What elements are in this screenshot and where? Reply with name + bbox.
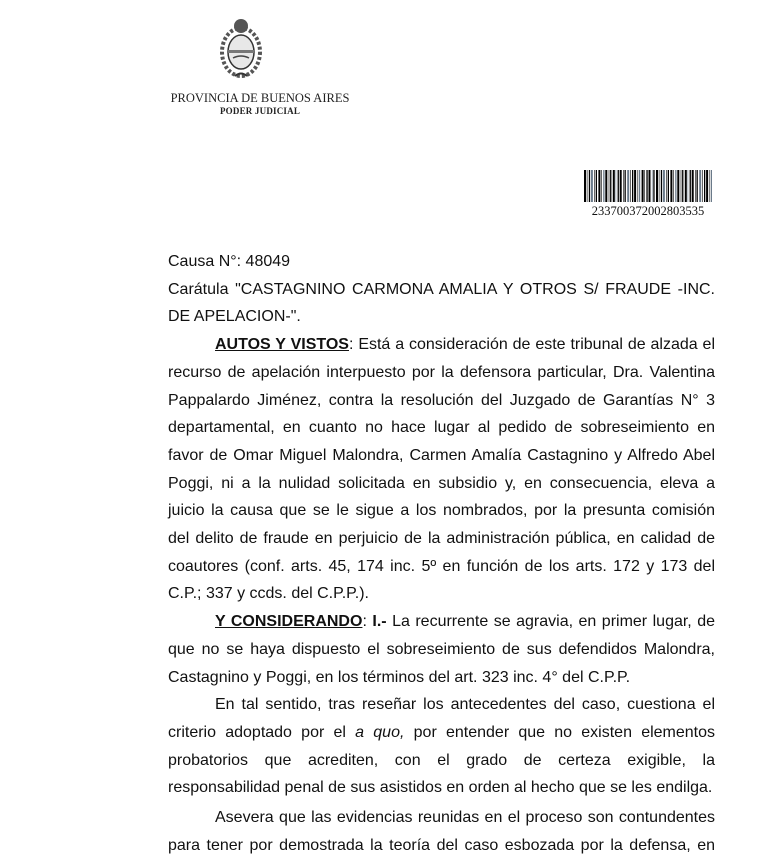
barcode-bar	[690, 170, 691, 202]
barcode-bar	[596, 170, 597, 202]
barcode-bar	[589, 170, 590, 202]
barcode-bar	[649, 170, 651, 202]
barcode-bar	[609, 170, 610, 202]
department-name: PODER JUDICIAL	[219, 106, 301, 116]
barcode-bar	[704, 170, 705, 202]
barcode-bar	[675, 170, 676, 202]
text-line: del delito de fraude en perjuicio de la administración pública, en calidad de	[168, 530, 715, 548]
text-line: que no se haya dispuesto el sobreseimiento de sus defendidos Malondra,	[168, 640, 715, 658]
text-line: departamental, en cuanto no hace lugar al pedido de sobreseimiento en	[168, 419, 715, 437]
text-line: En tal sentido, tras reseñar los antecedentes del caso, cuestiona el	[215, 696, 715, 714]
barcode-bar	[644, 170, 645, 202]
barcode-bar	[710, 170, 711, 202]
barcode-bar	[653, 170, 654, 202]
barcode-bar	[594, 170, 595, 202]
barcode-bar	[642, 170, 644, 202]
barcode-bar	[623, 170, 624, 202]
barcode-bar	[634, 170, 636, 202]
case-caption: Carátula "CASTAGNINO CARMONA AMALIA Y OTROS S/ FRAUDE -INC.	[168, 280, 715, 298]
coat-of-arms-seal	[218, 14, 264, 80]
barcode-bar	[706, 170, 708, 202]
barcode-bar	[697, 170, 698, 202]
text-line: recurso de apelación interpuesto por la defensora particular, Dra. Valentina	[168, 363, 715, 381]
text-line: Pappalardo Jiménez, contra la resolución del Juzgado de Garantías N° 3	[168, 391, 715, 409]
barcode-bar	[699, 170, 701, 202]
barcode-bar	[598, 170, 600, 202]
barcode-bar	[681, 170, 682, 202]
barcode-bar	[638, 170, 639, 202]
barcode-bar	[666, 170, 667, 202]
barcode-bar	[668, 170, 669, 202]
barcode-number: 233700372002803535	[591, 204, 705, 218]
text: : Está a consideración de este tribunal de alzada el	[348, 336, 715, 354]
text: La recurrente se agravia, en primer lugar, de	[386, 613, 716, 631]
text-line: responsabilidad penal de sus asistidos en orden al hecho que se les endilga.	[168, 779, 713, 797]
text-line	[168, 719, 715, 747]
barcode-bar	[584, 170, 586, 202]
barcode-bar	[618, 170, 619, 202]
barcode-bar	[616, 170, 617, 202]
barcode-bar	[661, 170, 662, 202]
italic-text: a quo,	[355, 723, 405, 741]
barcode-bar	[625, 170, 626, 202]
barcode-bar	[632, 170, 633, 202]
barcode-bar	[630, 170, 631, 202]
text-line: coautores (conf. arts. 45, 174 inc. 5º en función de los arts. 172 y 173 del	[168, 557, 715, 575]
considerando-first-line	[168, 608, 715, 636]
barcode-bar	[652, 170, 653, 202]
case-caption-cont: DE APELACION-".	[168, 308, 301, 326]
text-line: C.P.; 337 y ccds. del C.P.P.).	[168, 585, 369, 603]
barcode	[584, 170, 712, 202]
institution-name: PROVINCIA DE BUENOS AIRES	[170, 91, 350, 105]
text: por entender que no existen elementos	[404, 723, 716, 741]
barcode-bar	[659, 170, 660, 202]
barcode-bar	[692, 170, 694, 202]
barcode-bar	[688, 170, 689, 202]
barcode-bar	[620, 170, 622, 202]
case-number: Causa N°: 48049	[168, 253, 291, 270]
text: :	[362, 613, 373, 631]
barcode-bar	[587, 170, 588, 202]
barcode-bar	[646, 170, 647, 202]
barcode-bar	[673, 170, 674, 202]
barcode-bar	[685, 170, 687, 202]
text-line: Poggi, ni a la nulidad solicitada en subsidio y, en consecuencia, eleva a	[168, 474, 715, 492]
barcode-bar	[610, 170, 611, 202]
barcode-bar	[670, 170, 672, 202]
document-body	[168, 248, 715, 859]
text-line: favor de Omar Miguel Malondra, Carmen Amalía Castagnino y Alfredo Abel	[168, 446, 715, 464]
text-line: juicio la causa que se le sigue a los nombrados, por la presunta comisión	[168, 502, 715, 520]
text-line: Asevera que las evidencias reunidas en el proceso son contundentes	[215, 809, 715, 827]
autos-heading: AUTOS Y VISTOS	[215, 336, 349, 354]
barcode-bar	[702, 170, 703, 202]
barcode-bar	[601, 170, 602, 202]
autos-first-line	[168, 331, 715, 359]
barcode-bar	[591, 170, 593, 202]
text-line: probatorios que acrediten, con el grado de certeza exigible, la	[168, 751, 715, 769]
barcode-bar	[682, 170, 683, 202]
barcode-bar	[656, 170, 658, 202]
barcode-bar	[677, 170, 679, 202]
barcode-bar	[639, 170, 640, 202]
text-line: para tener por demostrada la teoría del caso esbozada por la defensa, en	[168, 836, 715, 854]
section-numeral: I.-	[372, 613, 387, 631]
text: criterio adoptado por el	[168, 723, 356, 741]
barcode-bar	[695, 170, 696, 202]
barcode-bar	[663, 170, 665, 202]
barcode-bar	[605, 170, 607, 202]
barcode-bar	[613, 170, 615, 202]
barcode-bar	[711, 170, 712, 202]
text-line: Castagnino y Poggi, en los términos del art. 323 inc. 4° del C.P.P.	[168, 668, 631, 686]
considerando-heading: Y CONSIDERANDO	[215, 613, 363, 631]
barcode-bar	[603, 170, 604, 202]
barcode-bar	[627, 170, 629, 202]
